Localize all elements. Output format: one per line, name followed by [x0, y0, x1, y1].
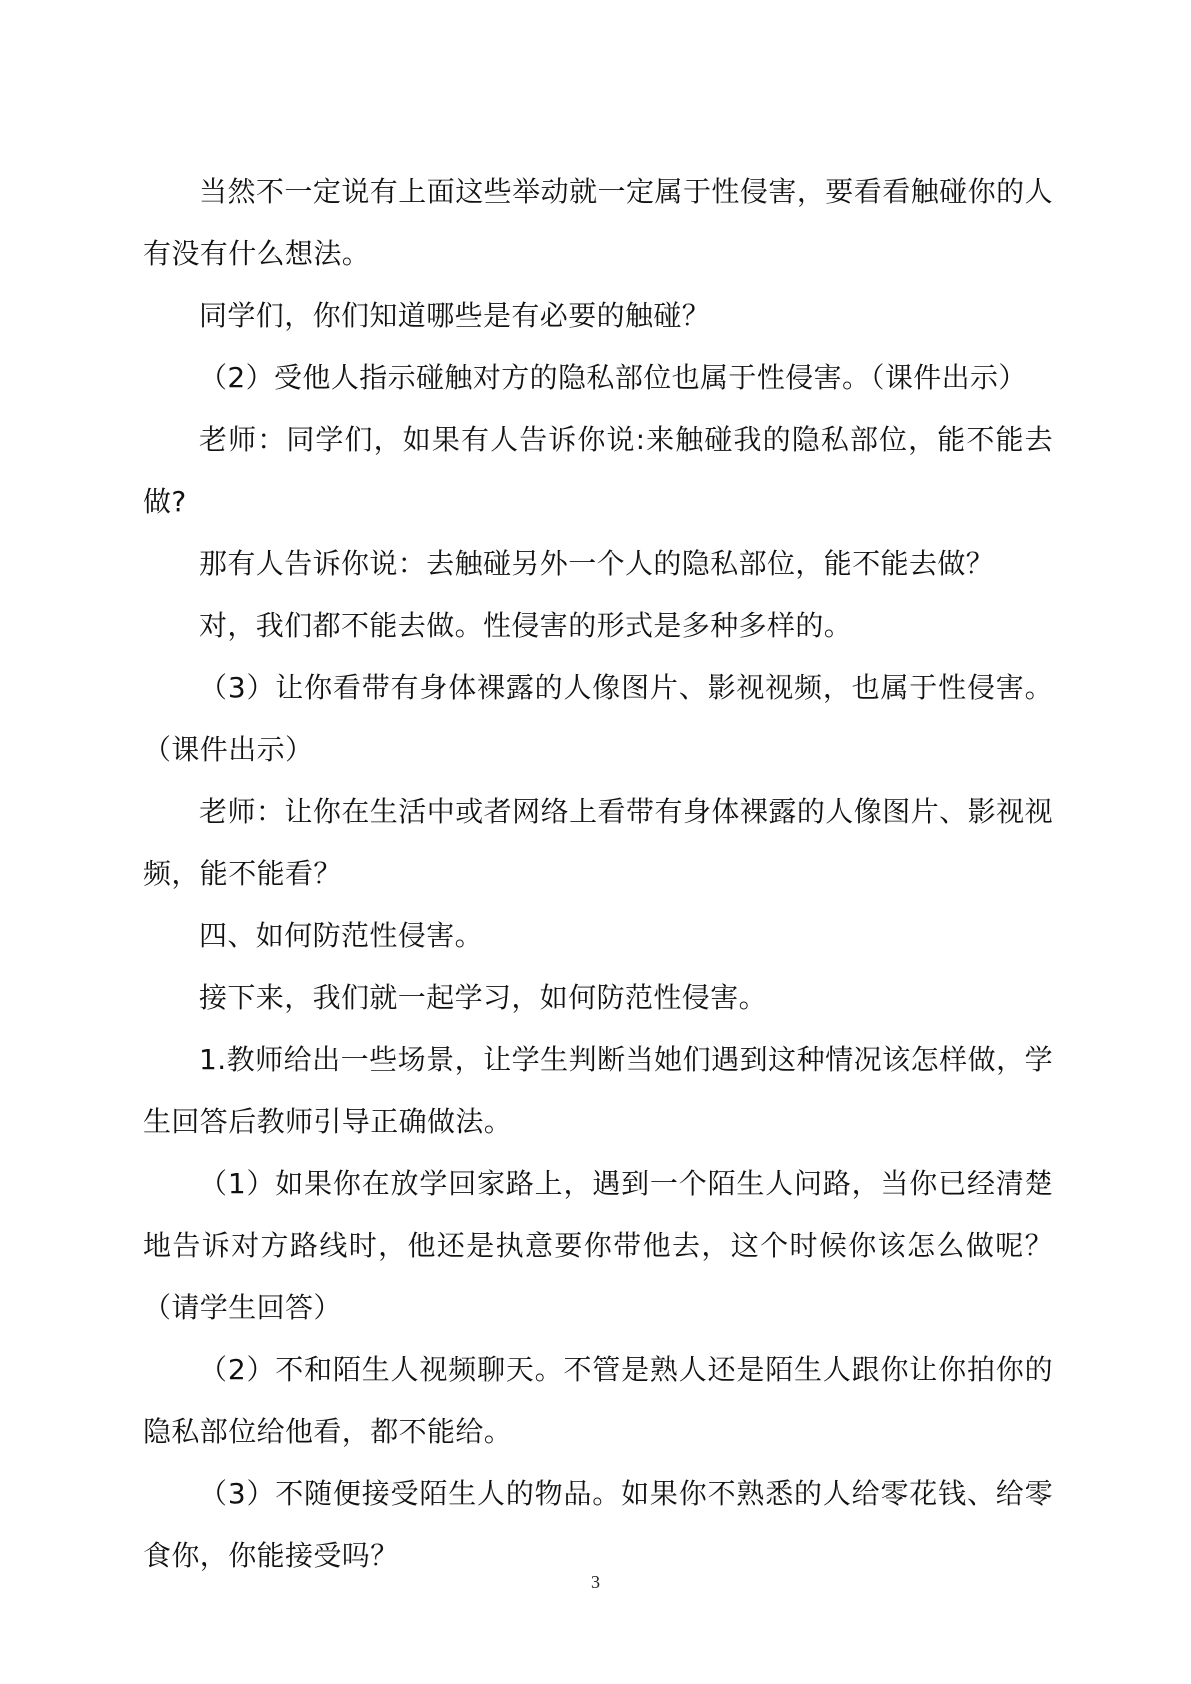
- paragraph: （3）不随便接受陌生人的物品。如果你不熟悉的人给零花钱、给零食你，你能接受吗？: [143, 1477, 1053, 1572]
- paragraph: （3）让你看带有身体裸露的人像图片、影视视频，也属于性侵害。（课件出示）: [143, 671, 1053, 766]
- paragraph: 老师：让你在生活中或者网络上看带有身体裸露的人像图片、影视视频，能不能看？: [143, 795, 1053, 890]
- paragraph: 同学们，你们知道哪些是有必要的触碰？: [199, 299, 711, 332]
- paragraph: （2）受他人指示碰触对方的隐私部位也属于性侵害。（课件出示）: [199, 361, 1027, 394]
- page-number: 3: [591, 1572, 600, 1592]
- paragraph: 那有人告诉你说：去触碰另外一个人的隐私部位，能不能去做？: [199, 547, 995, 580]
- paragraph: 1.教师给出一些场景，让学生判断当她们遇到这种情况该怎样做，学生回答后教师引导正确做法。: [143, 1043, 1053, 1138]
- paragraph: 四、如何防范性侵害。: [199, 919, 484, 952]
- paragraph: （1）如果你在放学回家路上，遇到一个陌生人问路，当你已经清楚地告诉对方路线时，他还是执意要你带他去，这个时候你该怎么做呢？（请学生回答）: [143, 1167, 1053, 1324]
- paragraph: 接下来，我们就一起学习，如何防范性侵害。: [199, 981, 768, 1014]
- body-text: [143, 161, 1053, 1587]
- paragraph: （2）不和陌生人视频聊天。不管是熟人还是陌生人跟你让你拍你的隐私部位给他看，都不能给。: [143, 1353, 1053, 1448]
- paragraph: 对，我们都不能去做。性侵害的形式是多种多样的。: [199, 609, 853, 642]
- paragraph: 老师：同学们，如果有人告诉你说:来触碰我的隐私部位，能不能去做?: [143, 423, 1053, 518]
- paragraph: 当然不一定说有上面这些举动就一定属于性侵害，要看看触碰你的人有没有什么想法。: [143, 175, 1053, 270]
